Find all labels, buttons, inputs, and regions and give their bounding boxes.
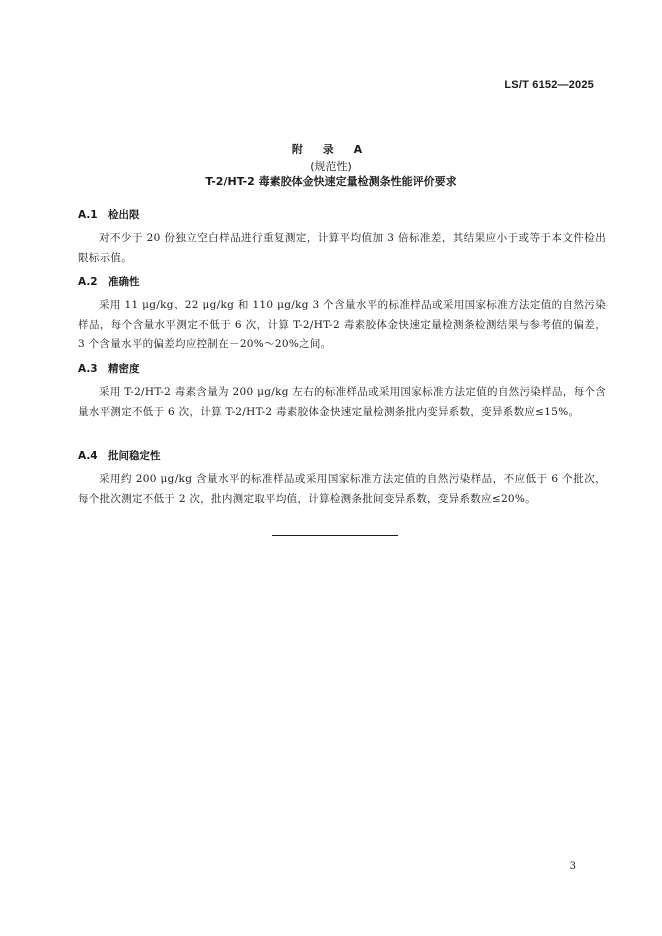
annex-name: T-2/HT-2 毒素胶体金快速定量检测条性能评价要求 bbox=[205, 175, 457, 188]
section-a4 bbox=[78, 448, 606, 509]
section-paragraph: 采用 T-2/HT-2 毒素含量为 200 μg/kg 左右的标准样品或采用国家标准方法定值的自然污染样品，每个含量水平测定不低于 6 次，计算 T-2/HT-2 毒素胶体金快速定量检测条批内变异系数，变异系数应≤15%。 bbox=[78, 386, 606, 418]
standard-code: LS/T 6152—2025 bbox=[504, 79, 594, 91]
annex-title: 附 录 A bbox=[291, 143, 371, 156]
section-heading bbox=[78, 361, 606, 377]
section-paragraph: 采用约 200 μg/kg 含量水平的标准样品或采用国家标准方法定值的自然污染样品，不应低于 6 个批次，每个批次测定不低于 2 次，批内测定取平均值，计算检测条批间变异系数，变异系数应≤20%。 bbox=[78, 473, 606, 505]
section-a2 bbox=[78, 274, 606, 355]
section-number: A.1 bbox=[78, 209, 98, 221]
section-paragraph: 采用 11 μg/kg、22 μg/kg 和 110 μg/kg 3 个含量水平的标准样品或采用国家标准方法定值的自然污染样品，每个含量水平测定不低于 6 次，计算 T-2/HT-2 毒素胶体金快速定量检测条检测结果与参考值的偏差，3 个含量水平的偏差均应控制在－20%～20%之间。 bbox=[78, 299, 606, 350]
section-paragraph: 对不少于 20 份独立空白样品进行重复测定，计算平均值加 3 倍标准差，其结果应小于或等于本文件检出限标示值。 bbox=[78, 232, 606, 264]
section-heading bbox=[78, 448, 606, 464]
section-number: A.3 bbox=[78, 363, 98, 375]
page-number: 3 bbox=[569, 861, 576, 872]
section-a1 bbox=[78, 207, 606, 268]
section-a3 bbox=[78, 361, 606, 422]
section-title: 检出限 bbox=[108, 209, 140, 221]
section-heading bbox=[78, 274, 606, 290]
section-number: A.2 bbox=[78, 276, 98, 288]
section-title: 精密度 bbox=[108, 363, 140, 375]
section-heading bbox=[78, 207, 606, 223]
section-title: 准确性 bbox=[108, 276, 140, 288]
annex-type: (规范性) bbox=[310, 160, 352, 173]
section-title: 批间稳定性 bbox=[108, 450, 161, 462]
end-rule bbox=[272, 535, 398, 536]
section-number: A.4 bbox=[78, 450, 98, 462]
